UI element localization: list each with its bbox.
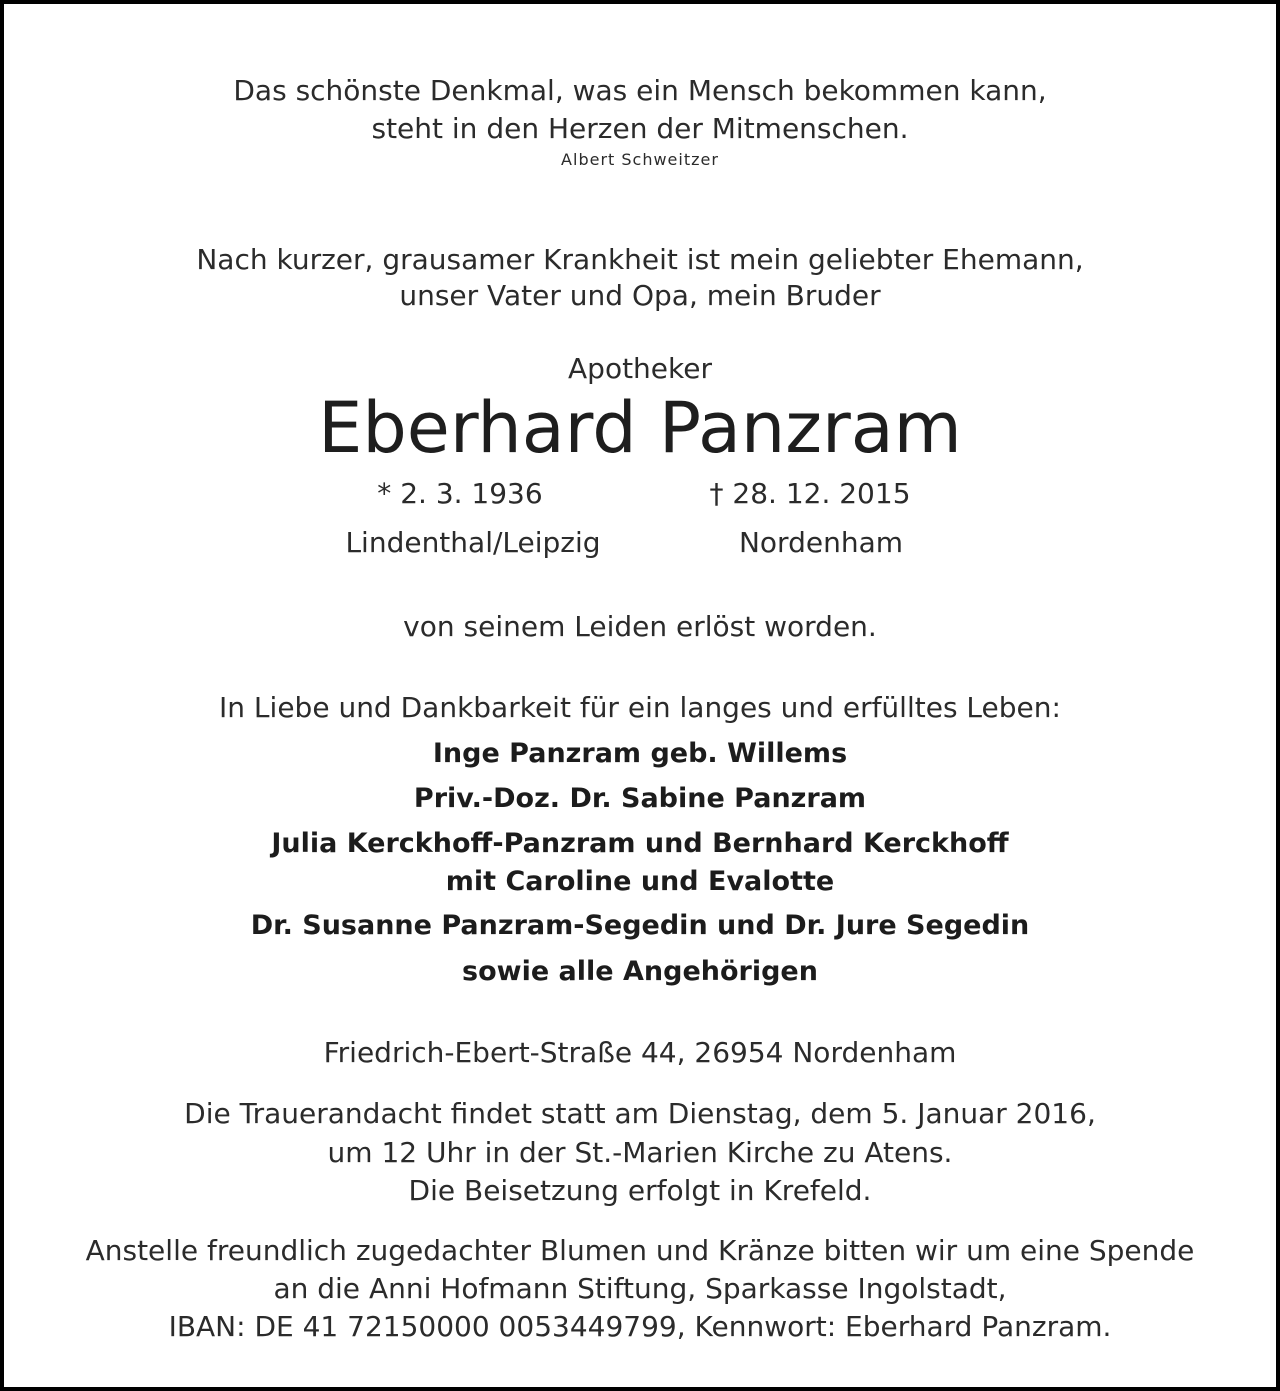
quote-author: Albert Schweitzer	[561, 150, 719, 169]
intro-line-1: Nach kurzer, grausamer Krankheit ist mein geliebter Ehemann,	[196, 243, 1084, 276]
service-line-3: Die Beisetzung erfolgt in Krefeld.	[408, 1174, 872, 1207]
deceased-name: Eberhard Panzram	[318, 387, 962, 469]
mourner-name: Dr. Susanne Panzram-Segedin und Dr. Jure Segedin	[250, 910, 1030, 941]
mourners-intro: In Liebe und Dankbarkeit für ein langes und erfülltes Leben:	[219, 691, 1061, 724]
mourner-name: Julia Kerckhoff-Panzram und Bernhard Kerckhoff	[271, 828, 1009, 859]
mourner-name: Inge Panzram geb. Willems	[432, 738, 848, 769]
death-place: Nordenham	[738, 526, 904, 559]
donation-line-1: Anstelle freundlich zugedachter Blumen und Kränze bitten wir um eine Spende	[85, 1234, 1195, 1267]
profession: Apotheker	[568, 352, 712, 385]
mourner-name: sowie alle Angehörigen	[462, 956, 818, 987]
release-text: von seinem Leiden erlöst worden.	[403, 610, 877, 643]
quote-line-1: Das schönste Denkmal, was ein Mensch bekommen kann,	[233, 74, 1047, 107]
service-line-1: Die Trauerandacht findet statt am Dienstag, dem 5. Januar 2016,	[184, 1097, 1096, 1130]
donation-line-2: an die Anni Hofmann Stiftung, Sparkasse Ingolstadt,	[273, 1272, 1007, 1305]
mourner-name: mit Caroline und Evalotte	[445, 866, 835, 897]
death-date: † 28. 12. 2015	[709, 477, 911, 510]
mourner-name: Priv.-Doz. Dr. Sabine Panzram	[413, 783, 867, 814]
address: Friedrich-Ebert-Straße 44, 26954 Nordenham	[323, 1036, 957, 1069]
birth-date: * 2. 3. 1936	[377, 477, 543, 510]
birth-place: Lindenthal/Leipzig	[345, 526, 601, 559]
service-line-2: um 12 Uhr in der St.-Marien Kirche zu Atens.	[327, 1136, 953, 1169]
intro-line-2: unser Vater und Opa, mein Bruder	[399, 279, 881, 312]
quote-line-2: steht in den Herzen der Mitmenschen.	[371, 112, 909, 145]
donation-line-3: IBAN: DE 41 72150000 0053449799, Kennwort: Eberhard Panzram.	[168, 1310, 1112, 1343]
